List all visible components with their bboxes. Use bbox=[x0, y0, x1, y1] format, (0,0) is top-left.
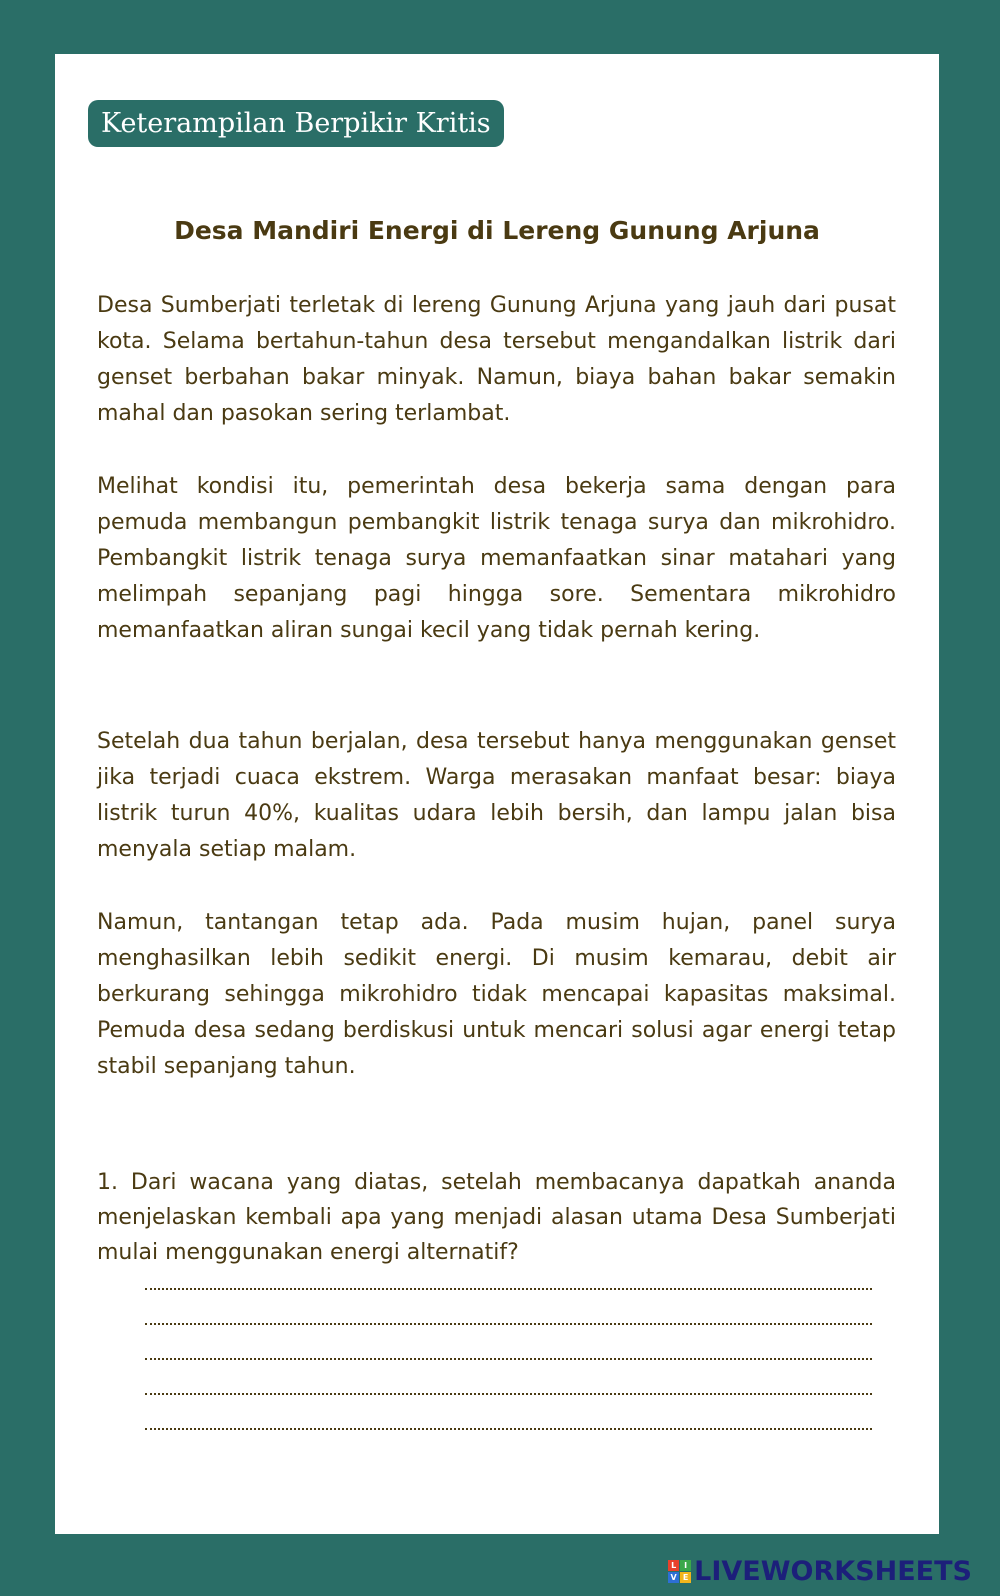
answer-line[interactable] bbox=[145, 1269, 872, 1304]
logo-letter: V bbox=[668, 1572, 679, 1583]
answer-area[interactable] bbox=[145, 1269, 872, 1444]
question-1: 1. Dari wacana yang diatas, setelah membacanya dapatkah ananda menjelaskan kembali apa yang menjadi alasan utama Desa Sumberjati mulai menggunakan energi alternatif? bbox=[97, 1170, 896, 1265]
reading-title: Desa Mandiri Energi di Lereng Gunung Arjuna bbox=[174, 216, 820, 245]
logo-letter: L bbox=[668, 1560, 679, 1571]
logo-letter: E bbox=[680, 1572, 691, 1583]
section-badge: Keterampilan Berpikir Kritis bbox=[88, 100, 504, 147]
brand-name: LIVEWORKSHEETS bbox=[694, 1556, 972, 1587]
paragraph-4: Namun, tantangan tetap ada. Pada musim hujan, panel surya menghasilkan lebih sedikit energi. Di musim kemarau, debit air berkurang sehingga mikrohidro tidak mencapai kapasitas maksimal. Pemuda desa sedang berdiskusi untuk mencari solusi agar energi tetap stabil sepanjang tahun. bbox=[97, 910, 896, 1079]
paragraph-2: Melihat kondisi itu, pemerintah desa bekerja sama dengan para pemuda membangun pembangkit listrik tenaga surya dan mikrohidro. Pembangkit listrik tenaga surya memanfaatkan sinar matahari yang melimpah sepanjang pagi hingga sore. Sementara mikrohidro memanfaatkan aliran sungai kecil yang tidak pernah kering. bbox=[97, 474, 896, 643]
logo-blocks-icon bbox=[668, 1560, 691, 1583]
paragraph-3: Setelah dua tahun berjalan, desa tersebut hanya menggunakan genset jika terjadi cuaca ekstrem. Warga merasakan manfaat besar: biaya listrik turun 40%, kualitas udara lebih bersih, dan lampu jalan bisa menyala setiap malam. bbox=[97, 729, 896, 862]
liveworksheets-logo bbox=[668, 1556, 972, 1587]
answer-line[interactable] bbox=[145, 1304, 872, 1339]
answer-line[interactable] bbox=[145, 1339, 872, 1374]
paragraph-1: Desa Sumberjati terletak di lereng Gunung Arjuna yang jauh dari pusat kota. Selama bertahun-tahun desa tersebut mengandalkan listrik dari genset berbahan bakar minyak. Namun, biaya bahan bakar semakin mahal dan pasokan sering terlambat. bbox=[97, 293, 896, 426]
answer-line[interactable] bbox=[145, 1374, 872, 1409]
answer-line[interactable] bbox=[145, 1409, 872, 1444]
logo-letter: I bbox=[680, 1560, 691, 1571]
worksheet-page bbox=[55, 54, 939, 1534]
